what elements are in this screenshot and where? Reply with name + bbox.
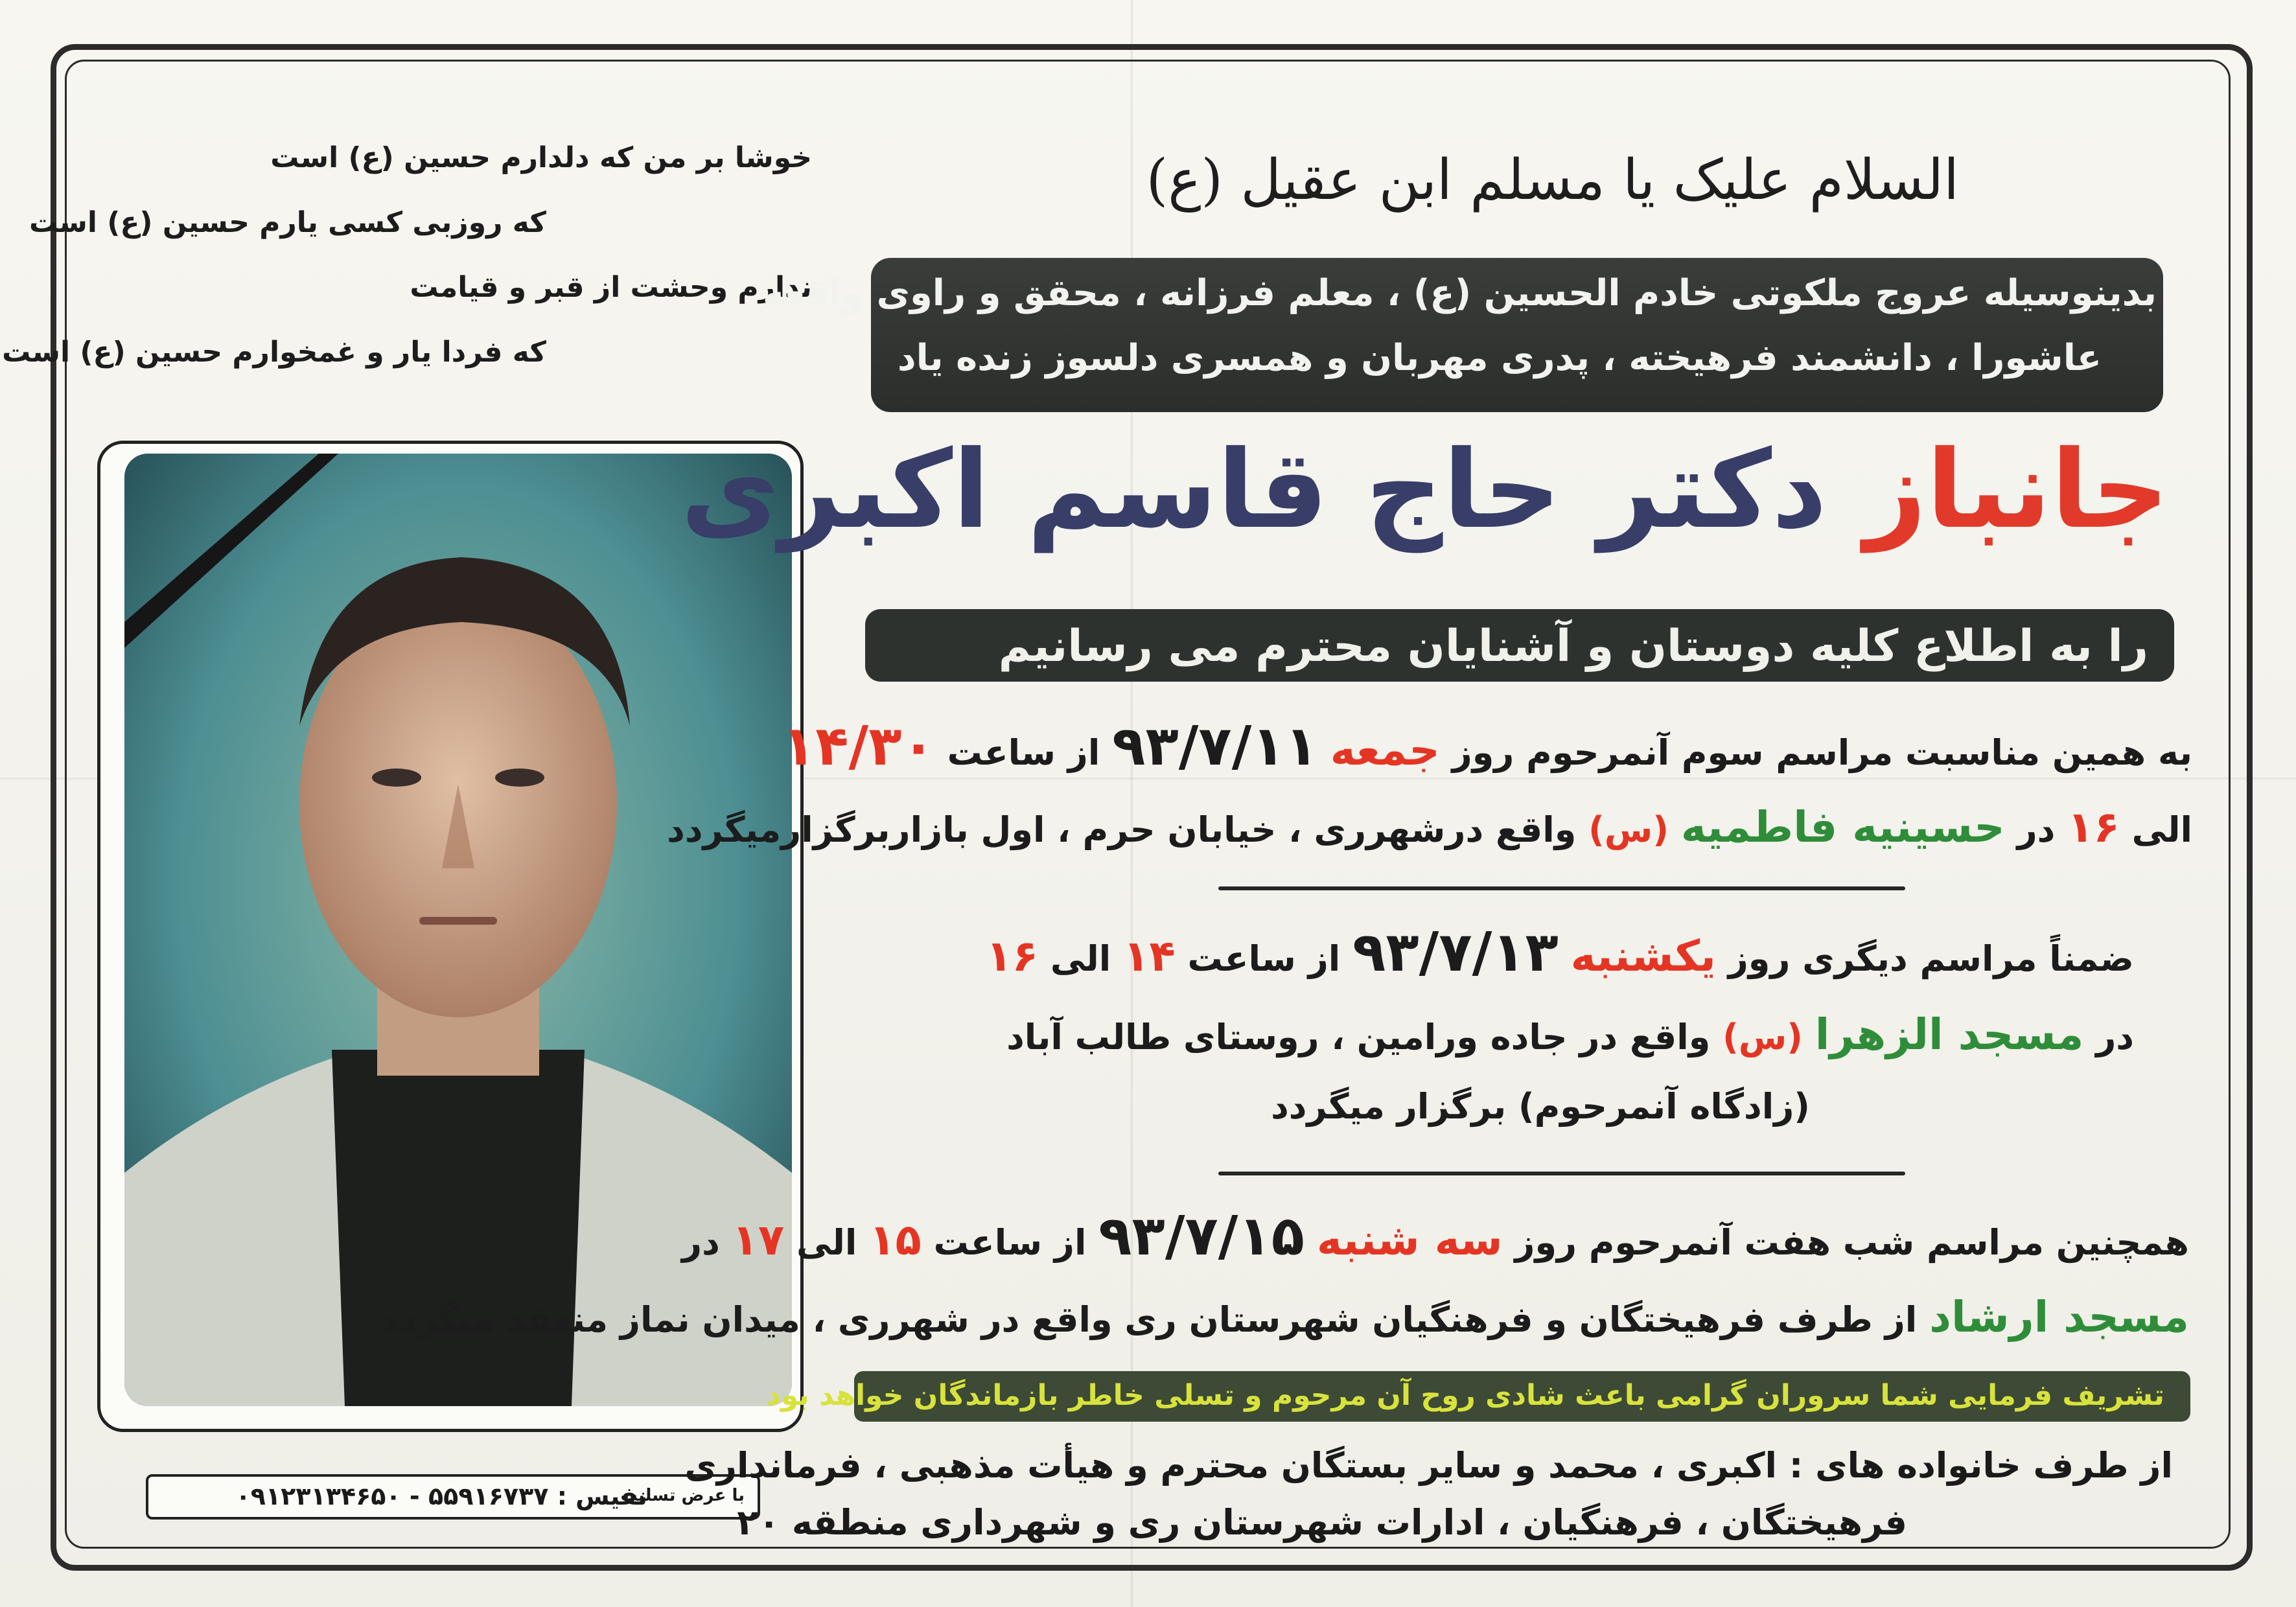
separator-rule xyxy=(1218,886,1905,890)
ceremony2-line1 xyxy=(986,920,2134,984)
poem-line: که روزبی کسی یارم حسین (ع) است xyxy=(29,206,546,239)
credit-printer-phones: نفیس : ۵۵۹۱۶۷۳۷ - ۰۹۱۲۳۱۳۴۶۵۰ xyxy=(235,1482,647,1510)
poem-line: ندارم وحشت از قبر و قیامت xyxy=(410,271,812,304)
printer-credit-box xyxy=(146,1474,760,1520)
ceremony2-till: الی xyxy=(1050,938,1111,979)
ceremony2-day: یکشنبه xyxy=(1570,931,1716,981)
ceremony1-in: در xyxy=(2017,809,2056,850)
ceremony3-from: از ساعت xyxy=(933,1222,1087,1263)
ceremony3-day: سه شنبه xyxy=(1316,1215,1503,1265)
ceremony1-date: ۹۳/۷/۱۱ xyxy=(1112,714,1318,778)
footer-line-1: از طرف خانواده های : اکبری ، محمد و سایر بستگان محترم و هیأت مذهبی ، فرمانداری xyxy=(684,1445,2173,1486)
ceremony1-line2 xyxy=(667,802,2192,852)
ceremony1-place: حسینیه فاطمیه xyxy=(1680,802,2005,852)
ceremony3-line1 xyxy=(682,1204,2189,1267)
ceremony2-place-suffix: (س) xyxy=(1722,1017,1803,1058)
poem-line: خوشا بر من که دلدارم حسین (ع) است xyxy=(270,141,812,174)
ceremony1-day: جمعه xyxy=(1330,725,1440,775)
intro-line-1: بدینوسیله عروج ملکوتی خادم الحسین (ع) ، معلم فرزانه ، محقق و راوی واقعه xyxy=(762,272,2157,314)
ceremony3-line2 xyxy=(380,1292,2189,1342)
announcement-bar xyxy=(865,609,2174,682)
ceremony1-till: الی xyxy=(2131,809,2192,850)
ceremony2-place: مسجد الزهرا xyxy=(1815,1010,2084,1059)
ceremony2-time-end: ۱۶ xyxy=(986,931,1039,981)
ceremony1-from: از ساعت xyxy=(947,732,1100,773)
intro-line-2: عاشورا ، دانشمند فرهیخته ، پدری مهربان و همسری دلسوز زنده یاد xyxy=(897,337,2102,379)
ceremony3-place: مسجد ارشاد xyxy=(1929,1292,2189,1342)
ceremony3-date: ۹۳/۷/۱۵ xyxy=(1098,1204,1305,1267)
ceremony2-text: ضمناً مراسم دیگری روز xyxy=(1728,938,2134,979)
ceremony3-till: الی xyxy=(796,1222,857,1263)
ceremony2-time-start: ۱۴ xyxy=(1123,931,1176,981)
ceremony1-text: به همین مناسبت مراسم سوم آنمرحوم روز xyxy=(1452,732,2192,773)
name-title-red: جانباز xyxy=(1864,428,2169,553)
ceremony1-line1 xyxy=(782,714,2192,778)
salutation-heading: السلام علیک یا مسلم ابن عقیل (ع) xyxy=(1146,148,1959,213)
ceremony3-time-end: ۱۷ xyxy=(732,1215,785,1265)
ceremony2-from: از ساعت xyxy=(1187,938,1341,979)
ceremony2-in: در xyxy=(2096,1017,2134,1058)
ceremony2-line2 xyxy=(1006,1010,2134,1059)
ceremony1-time-end: ۱۶ xyxy=(2067,802,2120,852)
ceremony3-in: در xyxy=(682,1222,720,1263)
ceremony1-address: واقع درشهرری ، خیابان حرم ، اول بازاربرگزارمیگردد xyxy=(667,809,1577,850)
attendance-text: تشریف فرمایی شما سروران گرامی باعث شادی روح آن مرحوم و تسلی خاطر بازماندگان خواهد بود xyxy=(766,1379,2164,1412)
name-main: دکتر حاج قاسم اکبری xyxy=(680,428,1827,553)
separator-rule xyxy=(1218,1172,1905,1175)
credit-prefix: با عرض تسلیت xyxy=(620,1486,745,1505)
ceremony1-time-start: ۱۴/۳۰ xyxy=(782,714,935,778)
announcement-text: را به اطلاع کلیه دوستان و آشنایان محترم می رسانیم xyxy=(998,621,2148,672)
ceremony3-text: همچنین مراسم شب هفت آنمرحوم روز xyxy=(1514,1222,2189,1263)
ceremony1-place-suffix: (س) xyxy=(1588,809,1669,850)
ceremony2-address: واقع در جاده ورامین ، روستای طالب آباد xyxy=(1006,1017,1711,1058)
poem-line: که فردا یار و غمخوارم حسین (ع) است xyxy=(2,336,546,369)
ceremony3-time-start: ۱۵ xyxy=(869,1215,922,1265)
ceremony2-date: ۹۳/۷/۱۳ xyxy=(1352,920,1559,984)
ceremony3-address: از طرف فرهیختگان و فرهنگیان شهرستان ری واقع در شهرری ، میدان نماز منعقد میگردد xyxy=(380,1299,1918,1340)
ceremony2-note: (زادگاه آنمرحوم) برگزار میگردد xyxy=(1271,1086,1810,1127)
attendance-bar xyxy=(766,1371,2190,1422)
deceased-name xyxy=(680,428,2169,553)
footer-line-2: فرهیختگان ، فرهنگیان ، ادارات شهرستان ری و شهرداری منطقه ۲۰ xyxy=(737,1502,1907,1543)
